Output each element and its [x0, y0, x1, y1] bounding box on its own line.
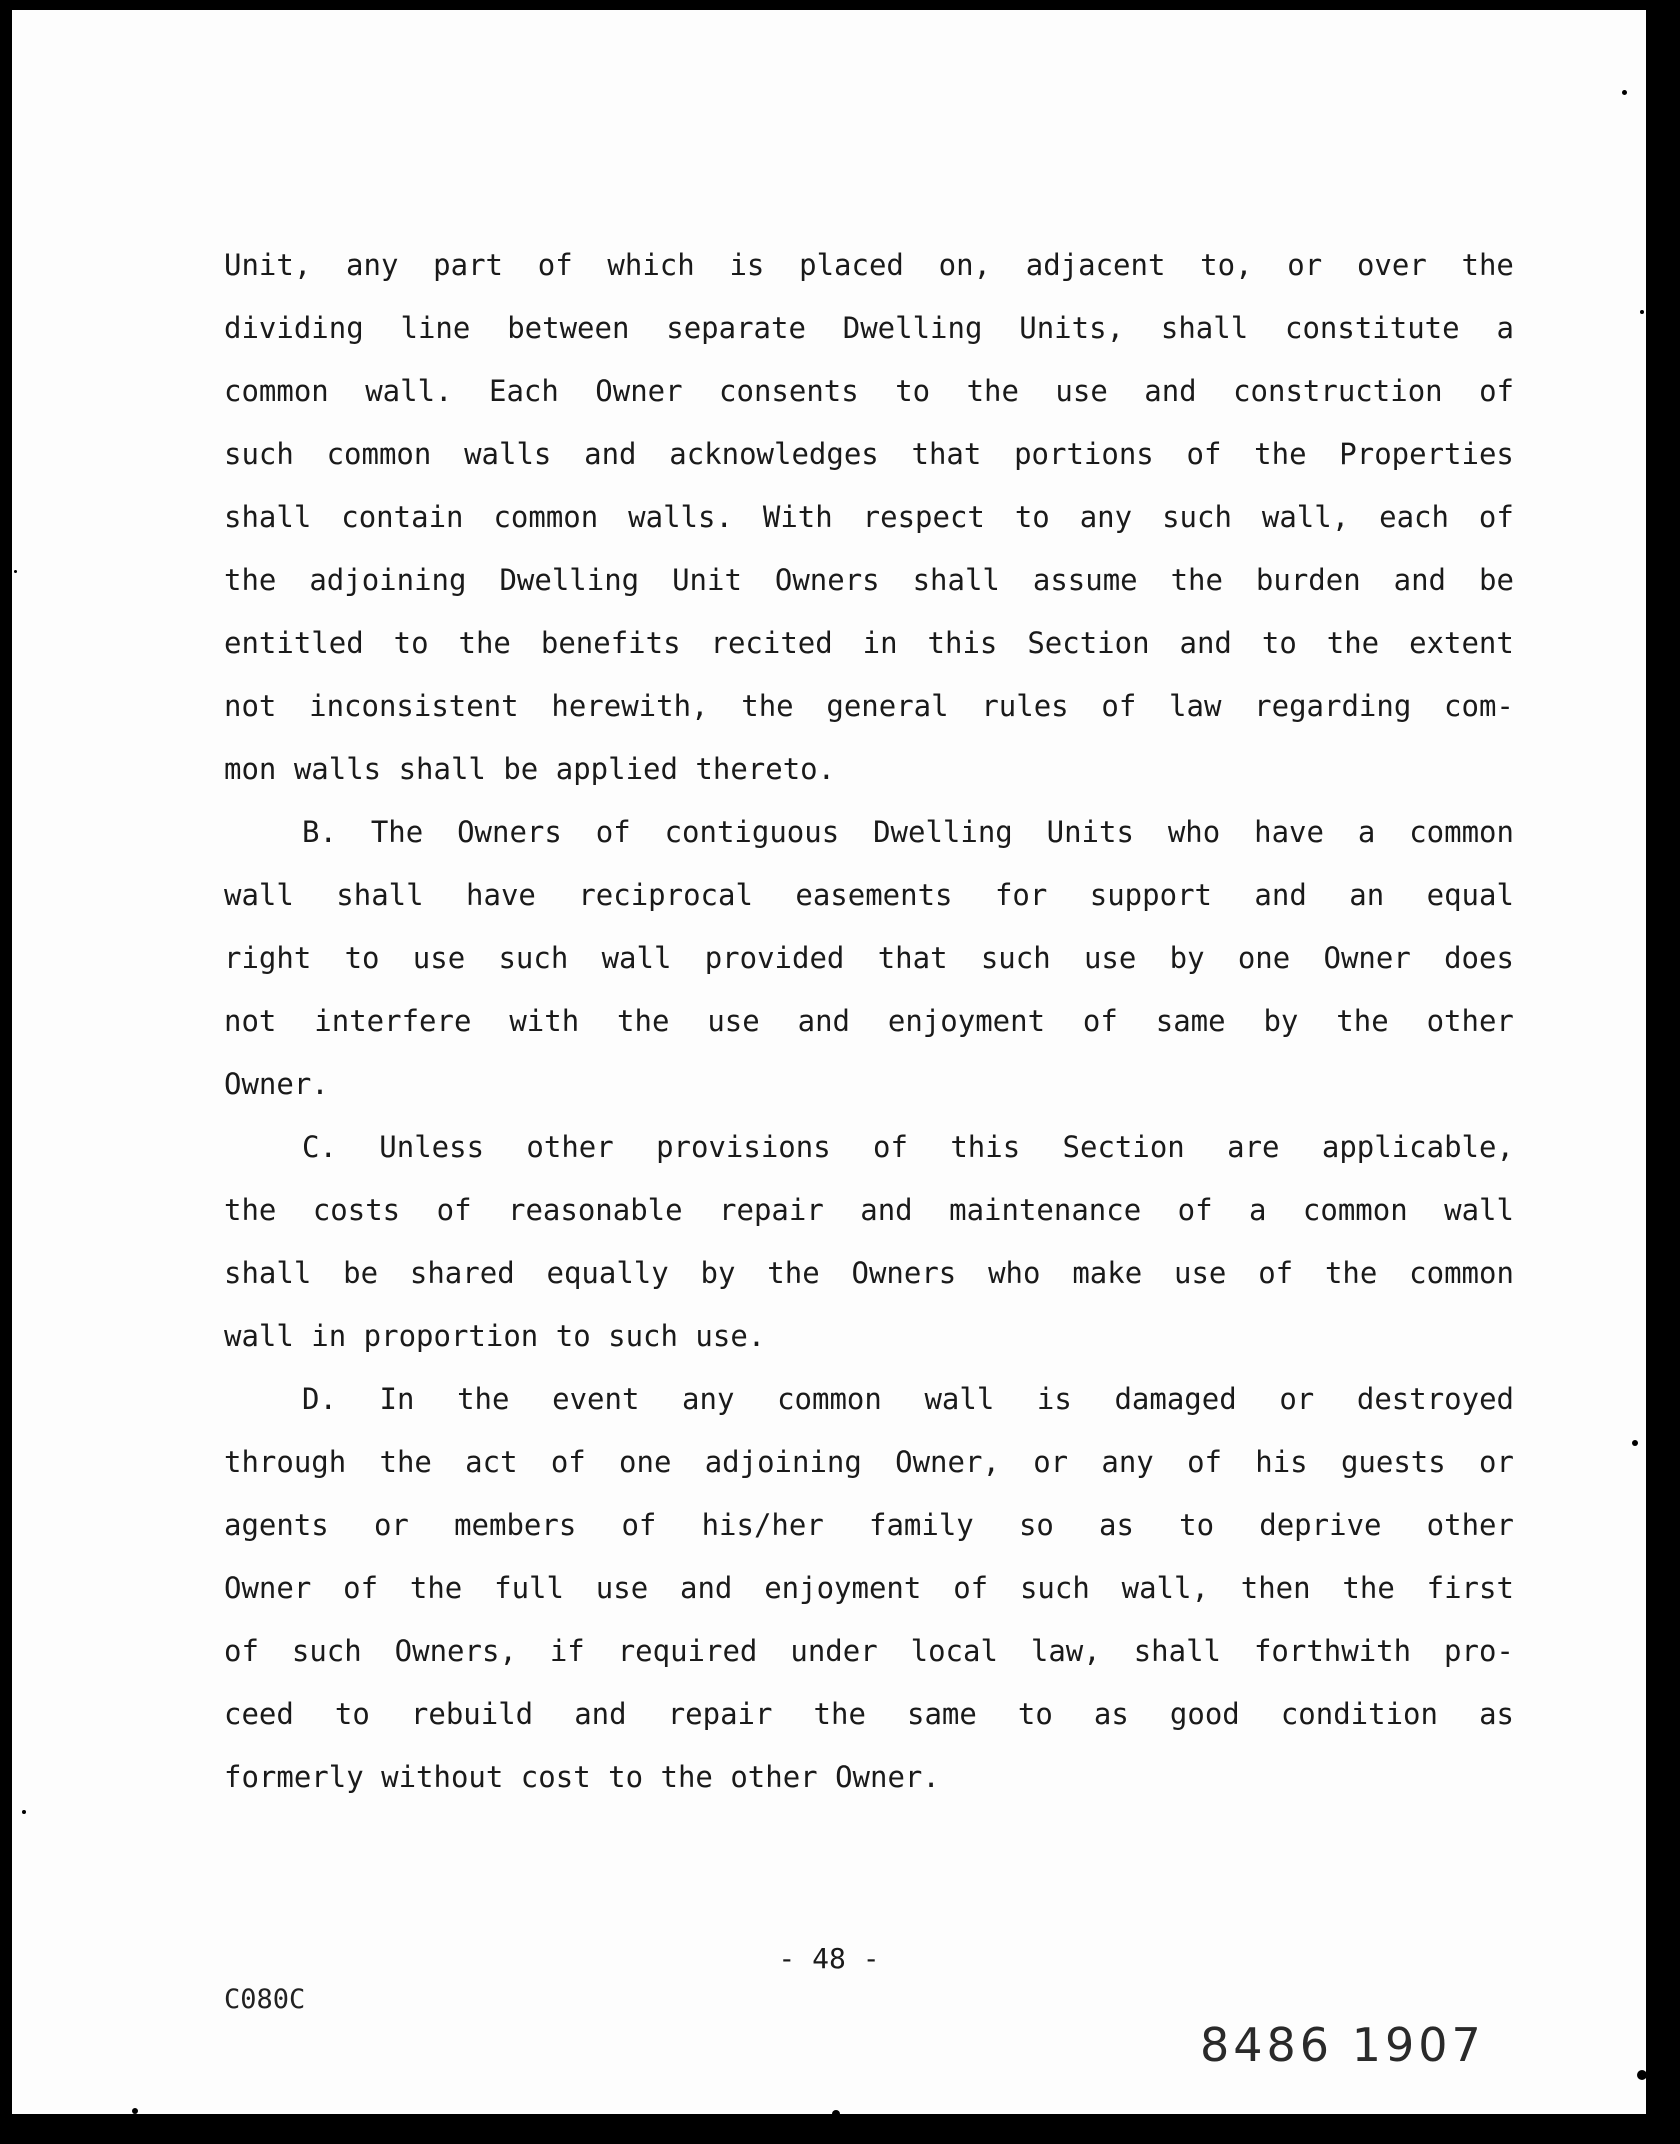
text-line: common wall. Each Owner consents to the use and construction of [224, 374, 1514, 408]
text-line: not interfere with the use and enjoyment of same by the other [224, 1004, 1514, 1038]
text-line: such common walls and acknowledges that portions of the Properties [224, 437, 1514, 471]
text-line: B. The Owners of contiguous Dwelling Units who have a common [302, 815, 1514, 849]
scan-speck [14, 570, 17, 573]
text-line: shall contain common walls. With respect to any such wall, each of [224, 500, 1514, 534]
scan-speck [1640, 310, 1644, 314]
text-line: the adjoining Dwelling Unit Owners shall assume the burden and be [224, 563, 1514, 597]
text-line: formerly without cost to the other Owner. [224, 1760, 940, 1794]
text-line: right to use such wall provided that such use by one Owner does [224, 941, 1514, 975]
scan-speck [832, 2110, 840, 2118]
text-line: wall shall have reciprocal easements for support and an equal [224, 878, 1514, 912]
text-line: C. Unless other provisions of this Section are applicable, [302, 1130, 1514, 1164]
document-code: C080C [224, 1984, 306, 2015]
scan-speck [22, 1810, 26, 1814]
text-line: through the act of one adjoining Owner, or any of his guests or [224, 1445, 1514, 1479]
text-line: wall in proportion to such use. [224, 1319, 766, 1353]
text-line: of such Owners, if required under local law, shall forthwith pro- [224, 1634, 1514, 1668]
text-line: the costs of reasonable repair and maintenance of a common wall [224, 1193, 1514, 1227]
scan-speck [132, 2108, 138, 2114]
text-line: ceed to rebuild and repair the same to as good condition as [224, 1697, 1514, 1731]
text-line: mon walls shall be applied thereto. [224, 752, 836, 786]
scan-speck [1622, 90, 1627, 95]
text-line: Owner of the full use and enjoyment of such wall, then the first [224, 1571, 1514, 1605]
page-number: - 48 - [778, 1942, 880, 1975]
text-line: not inconsistent herewith, the general rules of law regarding com- [224, 689, 1514, 723]
body-text [224, 234, 1514, 1809]
document-page [12, 10, 1646, 2114]
text-line: dividing line between separate Dwelling Units, shall constitute a [224, 311, 1514, 345]
scan-speck [1637, 2070, 1647, 2080]
text-line: entitled to the benefits recited in this Section and to the extent [224, 626, 1514, 660]
text-line: D. In the event any common wall is damaged or destroyed [302, 1382, 1514, 1416]
text-line: Unit, any part of which is placed on, adjacent to, or over the [224, 248, 1514, 282]
text-line: shall be shared equally by the Owners who make use of the common [224, 1256, 1514, 1290]
scan-speck [1632, 1440, 1638, 1446]
text-line: agents or members of his/her family so as to deprive other [224, 1508, 1514, 1542]
text-line: Owner. [224, 1067, 329, 1101]
book-page-stamp: 8486 1907 [1200, 2018, 1485, 2072]
